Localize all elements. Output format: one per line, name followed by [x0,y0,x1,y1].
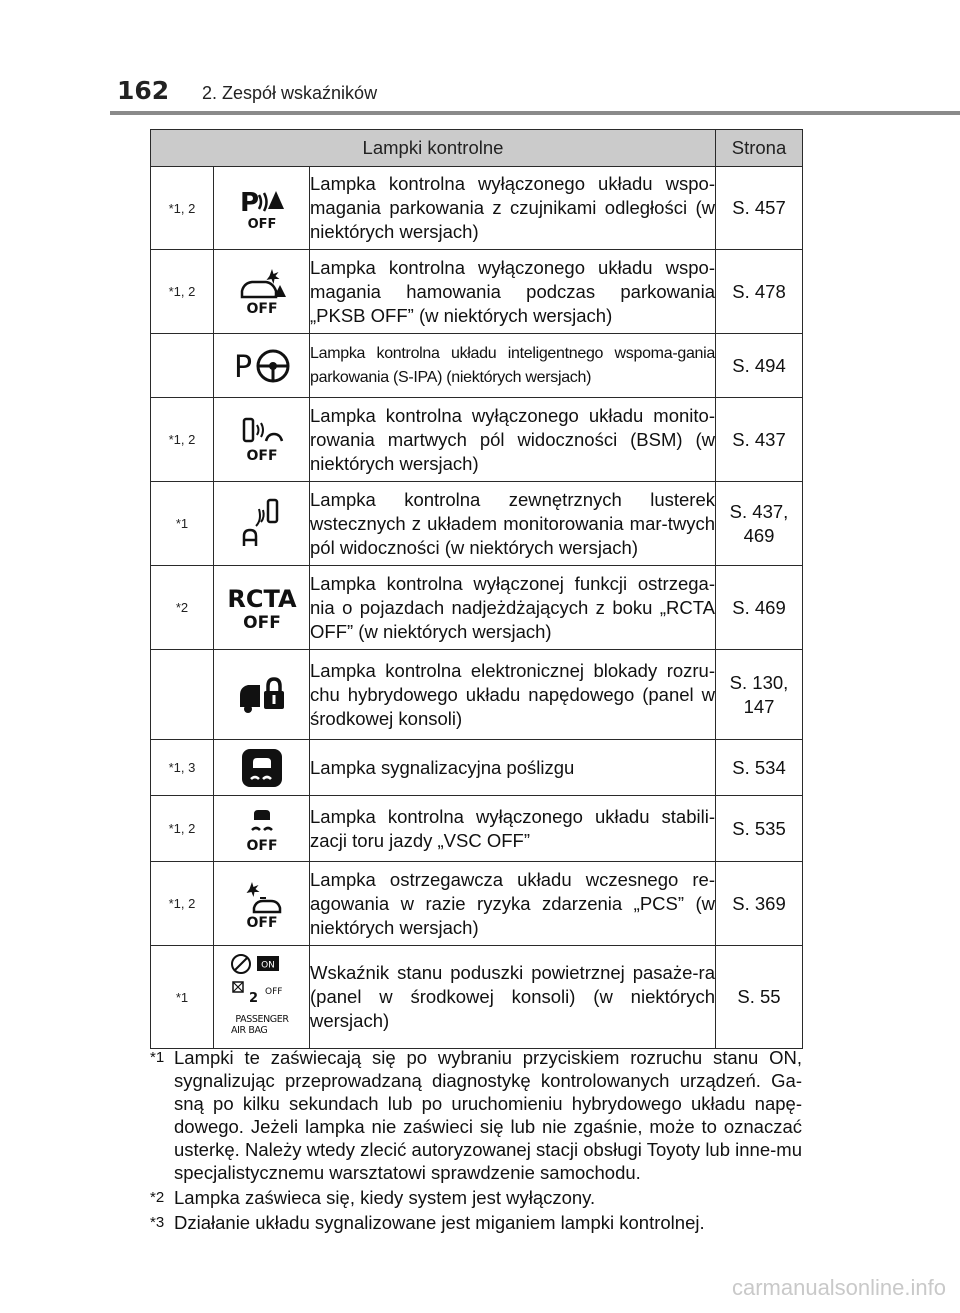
svg-text:PASSENGER: PASSENGER [234,1014,289,1025]
page-number: 162 [117,76,170,105]
vsc-off-icon [214,796,310,862]
row-page: S. 369 [716,862,803,946]
row-note: *1 [151,946,214,1049]
footnote-1 [150,1046,802,1184]
svg-text:OFF: OFF [245,914,278,930]
row-note: *1 [151,482,214,566]
bsm-off-icon [214,398,310,482]
parking-sensor-off-icon [214,167,310,250]
pcs-off-icon [214,862,310,946]
table-row [151,796,803,862]
svg-text:ON: ON [260,960,275,971]
row-description: Lampka ostrzegawcza układu wczesnego re-agowania w razie ryzyka zdarzenia „PCS” (w niektórych wersjach) [310,862,716,946]
table-row [151,482,803,566]
table-row [151,250,803,334]
column-header-indicators: Lampki kontrolne [151,130,716,167]
table-header-row [151,130,803,167]
outside-mirror-icon [214,482,310,566]
row-page: S. 469 [716,566,803,650]
row-page: S. 494 [716,334,803,398]
table-row [151,946,803,1049]
row-note: *1, 2 [151,398,214,482]
footnote-mark: *1 [150,1049,165,1066]
row-note [151,334,214,398]
row-page: S. 534 [716,740,803,796]
indicator-table [150,129,803,1049]
svg-text:P: P [239,188,259,218]
rcta-off-icon [214,566,310,650]
header-divider [110,111,960,115]
row-note: *1, 2 [151,862,214,946]
row-description: Lampka kontrolna wyłączonego układu stabili-zacji toru jazdy „VSC OFF” [310,796,716,862]
row-description: Lampka kontrolna wyłączonej funkcji ostrzega-nia o pojazdach nadjeżdżających z boku „RCTA OFF” (w niektórych wersjach) [310,566,716,650]
table-row [151,566,803,650]
row-description: Wskaźnik stanu poduszki powietrznej pasaże-ra (panel w środkowej konsoli) (w niektórych wersjach) [310,946,716,1049]
svg-text:OFF: OFF [247,217,276,231]
table-row [151,862,803,946]
row-page: S. 478 [716,250,803,334]
footnote-3 [150,1211,802,1234]
footnote-mark: *3 [150,1214,165,1231]
row-note: *1, 2 [151,250,214,334]
svg-text:OFF: OFF [245,447,278,464]
row-note: *2 [151,566,214,650]
table-row [151,740,803,796]
watermark: carmanualsonline.info [731,1275,946,1300]
row-page: S. 130, 147 [716,650,803,740]
pksb-off-icon [214,250,310,334]
page-header [0,0,960,116]
row-description: Lampka sygnalizacyjna poślizgu [310,740,716,796]
table-row [151,334,803,398]
svg-text:OFF: OFF [245,837,278,854]
svg-text:AIR BAG: AIR BAG [230,1025,267,1036]
row-description: Lampka kontrolna wyłączonego układu wspo-magania hamowania podczas parkowania „PKSB OFF” (w niektórych wersjach) [310,250,716,334]
footnotes [150,1046,802,1236]
footnote-text: Lampki te zaświecają się po wybraniu przyciskiem rozruchu stanu ON, sygnalizując przeprowadzaną diagnostykę kontrolowanych urządzeń. Ga-sną po kilku sekundach lub po uruchomieniu hybrydowego układu napę-dowego. Jeżeli lampka nie zaświeci się lub nie zgaśnie, może to oznaczać usterkę. Należy wtedy zlecić autoryzowanej stacji obsługi Toyoty lub inne-mu specjalistycznemu warsztatowi sprawdzenie samochodu. [174,1047,802,1183]
row-page: S. 457 [716,167,803,250]
column-header-page: Strona [716,130,803,167]
row-description: Lampka kontrolna zewnętrznych lusterek wstecznych z układem monitorowania mar-twych pól widoczności (w niektórych wersjach) [310,482,716,566]
footnote-2 [150,1186,802,1209]
shift-lock-icon [214,650,310,740]
row-page: S. 437 [716,398,803,482]
table-row [151,650,803,740]
passenger-airbag-icon [214,946,310,1049]
footnote-mark: *2 [150,1189,165,1206]
row-page: S. 437, 469 [716,482,803,566]
svg-text:P: P [233,349,252,385]
s-ipa-icon [214,334,310,398]
svg-text:OFF: OFF [242,612,281,633]
svg-text:RCTA: RCTA [226,584,297,613]
row-note: *1, 3 [151,740,214,796]
row-description: Lampka kontrolna wyłączonego układu monito-rowania martwych pól widoczności (BSM) (w niektórych wersjach) [310,398,716,482]
row-page: S. 55 [716,946,803,1049]
chapter-title: 2. Zespół wskaźników [202,83,378,103]
svg-text:OFF: OFF [245,300,278,317]
row-page: S. 535 [716,796,803,862]
row-description: Lampka kontrolna wyłączonego układu wspo-magania parkowania z czujnikami odległości (w niektórych wersjach) [310,167,716,250]
row-description: Lampka kontrolna elektronicznej blokady rozru-chu hybrydowego układu napędowego (panel w środkowej konsoli) [310,650,716,740]
row-note [151,650,214,740]
table-row [151,167,803,250]
row-note: *1, 2 [151,167,214,250]
slip-indicator-icon [214,740,310,796]
svg-text:OFF: OFF [264,987,282,997]
svg-text:2: 2 [248,991,258,1006]
row-description: Lampka kontrolna układu inteligentnego wspoma-gania parkowania (S-IPA) (niektórych wersjach) [310,334,716,398]
footnote-text: Działanie układu sygnalizowane jest miganiem lampki kontrolnej. [174,1212,705,1233]
footnote-text: Lampka zaświeca się, kiedy system jest wyłączony. [174,1187,596,1208]
row-note: *1, 2 [151,796,214,862]
table-row [151,398,803,482]
